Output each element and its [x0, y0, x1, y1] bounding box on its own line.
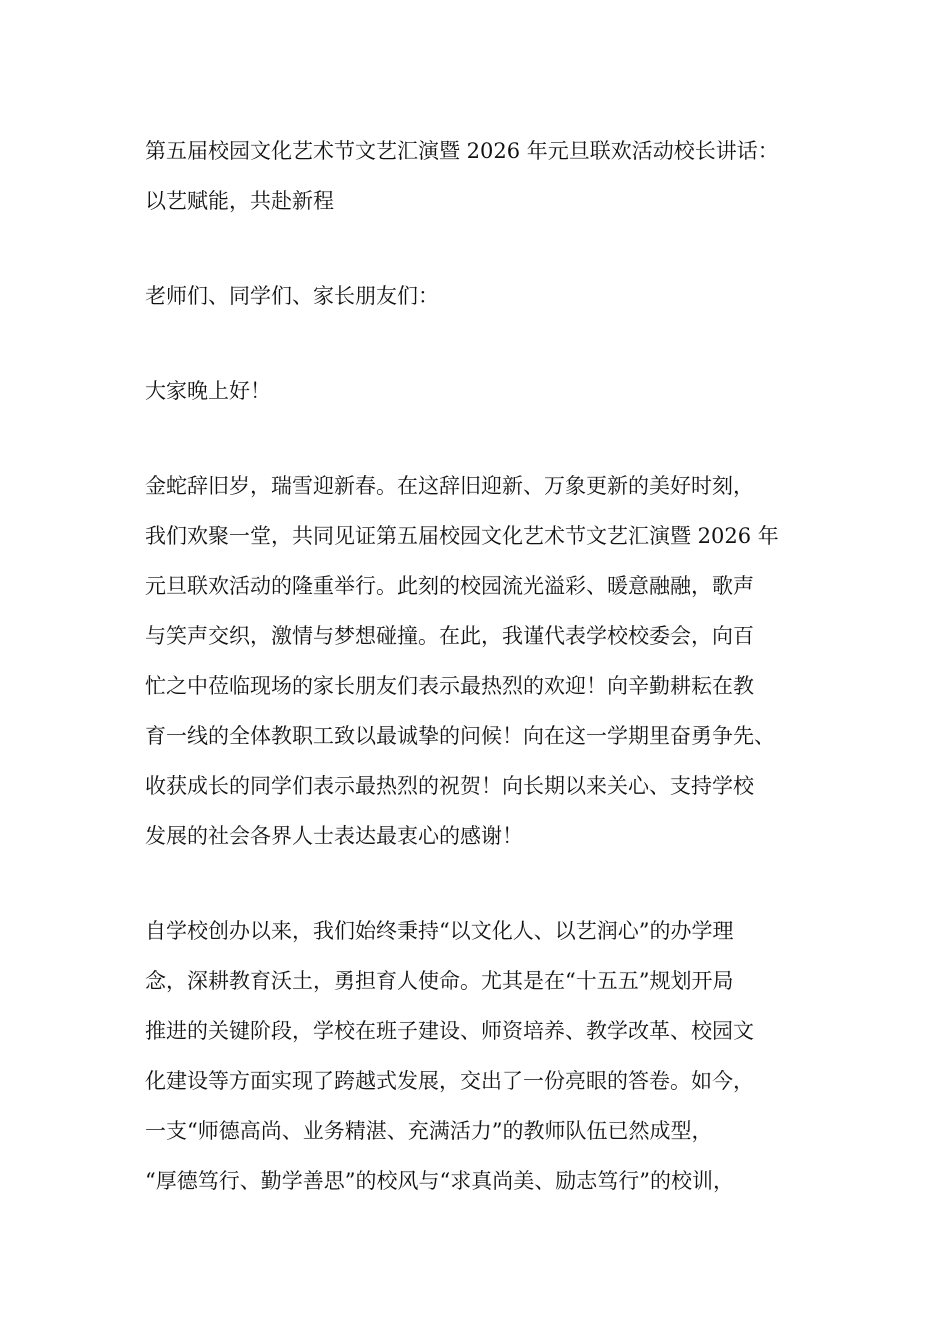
paragraph-spacer — [145, 321, 845, 366]
paragraph-line: 一支“师德高尚、业务精湛、充满活力”的教师队伍已然成型， — [145, 1119, 713, 1143]
greeting: 大家晚上好！ — [145, 379, 271, 403]
paragraph-spacer — [145, 861, 845, 906]
paragraph-line: 自学校创办以来，我们始终秉持“以文化人、以艺润心”的办学理 — [145, 919, 734, 943]
speech-subtitle-line: 以艺赋能，共赴新程 — [145, 189, 334, 213]
paragraph-line: 发展的社会各界人士表达最衷心的感谢！ — [145, 824, 523, 848]
paragraph-opening — [145, 461, 845, 861]
paragraph-line: 忙之中莅临现场的家长朋友们表示最热烈的欢迎！向辛勤耕耘在教 — [145, 674, 754, 698]
paragraph-line: 金蛇辞旧岁，瑞雪迎新春。在这辞旧迎新、万象更新的美好时刻， — [145, 474, 754, 498]
paragraph-line: 念，深耕教育沃土，勇担育人使命。尤其是在“十五五”规划开局 — [145, 969, 734, 993]
paragraph-line: “厚德笃行、勤学善思”的校风与“求真尚美、励志笃行”的校训， — [145, 1169, 734, 1193]
paragraph-line: 收获成长的同学们表示最热烈的祝贺！向长期以来关心、支持学校 — [145, 774, 754, 798]
paragraph-line: 元旦联欢活动的隆重举行。此刻的校园流光溢彩、暖意融融，歌声 — [145, 574, 754, 598]
paragraph-line: 与笑声交织，激情与梦想碰撞。在此，我谨代表学校校委会，向百 — [145, 624, 754, 648]
paragraph-line: 化建设等方面实现了跨越式发展，交出了一份亮眼的答卷。如今， — [145, 1069, 754, 1093]
paragraph-line: 我们欢聚一堂，共同见证第五届校园文化艺术节文艺汇演暨 2026 年 — [145, 524, 779, 548]
speech-title — [145, 126, 845, 226]
paragraph-spacer — [145, 226, 845, 271]
paragraph-history — [145, 906, 845, 1206]
paragraph-line: 推进的关键阶段，学校在班子建设、师资培养、教学改革、校园文 — [145, 1019, 754, 1043]
paragraph-spacer — [145, 416, 845, 461]
paragraph-line: 育一线的全体教职工致以最诚挚的问候！向在这一学期里奋勇争先、 — [145, 724, 775, 748]
speech-title-line: 第五届校园文化艺术节文艺汇演暨 2026 年元旦联欢活动校长讲话： — [145, 139, 779, 163]
salutation: 老师们、同学们、家长朋友们： — [145, 284, 439, 308]
speech-content — [145, 126, 845, 1206]
